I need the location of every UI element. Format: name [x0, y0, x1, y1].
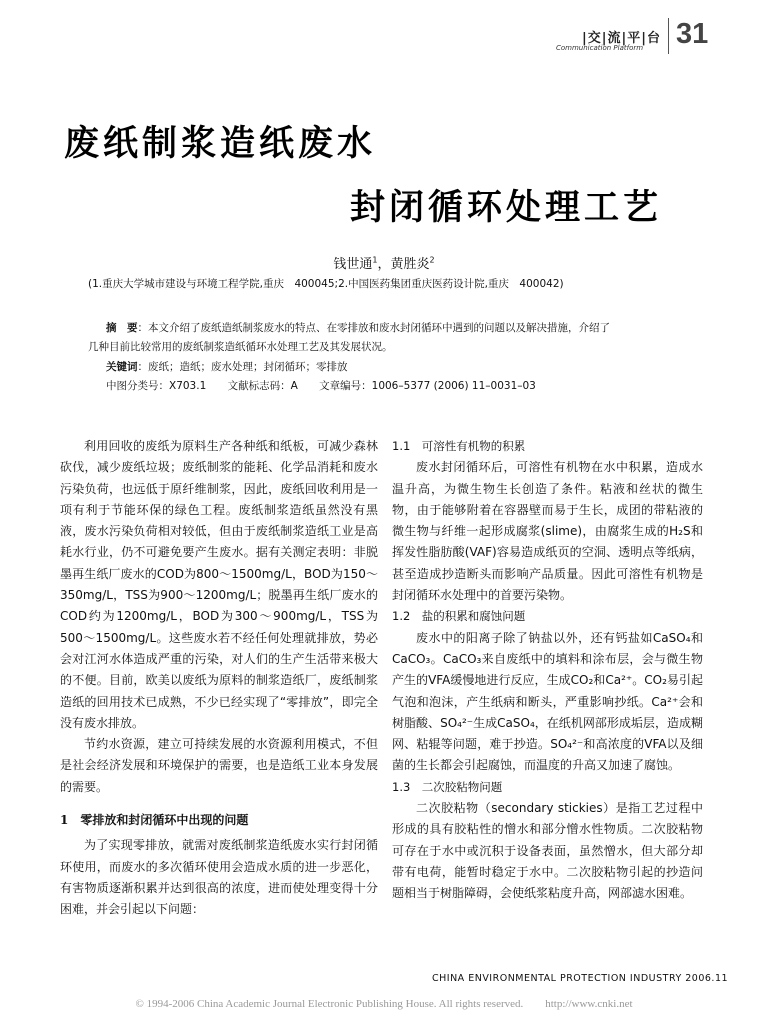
body-column-right — [392, 436, 703, 905]
page-number: 31 — [676, 18, 709, 50]
subsection-heading: 1.3 二次胶粘物问题 — [392, 779, 503, 794]
keywords-text: ：废纸；造纸；废水处理；封闭循环；零排放 — [137, 361, 348, 373]
keywords-label: 关键词 — [106, 361, 138, 373]
header-divider — [668, 18, 669, 54]
abstract-text: 几种目前比较常用的废纸制浆造纸循环水处理工艺及其发展状况。 — [88, 341, 393, 353]
class-number: 中图分类号：X703.1 — [106, 380, 207, 392]
article-number: 文章编号：1006–5377 (2006) 11–0031–03 — [319, 380, 536, 392]
author-affil-mark: 2 — [429, 255, 435, 265]
abstract-text: ：本文介绍了废纸造纸制浆废水的特点、在零排放和废水封闭循环中遇到的问题以及解决措施，介绍了 — [137, 322, 610, 334]
document-code: 文献标志码：A — [227, 380, 298, 392]
body-paragraph: 利用回收的废纸为原料生产各种纸和纸板，可减少森林砍伐，减少废纸垃圾；废纸制浆的能耗、化学品消耗和废水污染负荷，也远低于原纤维制浆，因此，废纸回收利用是一项有利于节能环保的绿色工程。废纸制浆造纸虽然没有黑液，废水污染负荷相对较低，但由于废纸制浆造纸工业是高耗水行业，仍不可避免要产生废水。据有关测定表明：非脱墨再生纸厂废水的COD为800～1500mg/L，BOD为150～350mg/L，TSS为900～1200mg/L；脱墨再生纸厂废水的COD约为1200mg/L，BOD为300～900mg/L，TSS为500～1500mg/L。这些废水若不经任何处理就排放，势必会对江河水体造成严重的污染，对人们的生产生活带来极大的不便。目前，欧美以废纸为原料的制浆造纸厂，废纸制浆造纸的回用技术已成熟，不少已经实现了“零排放”，即完全没有废水排放。 — [60, 439, 378, 730]
article-title-line2: 封闭循环处理工艺 — [350, 187, 663, 228]
copyright-notice: © 1994-2006 China Academic Journal Electronic Publishing House. All rights reserved. http://www.cnki.net — [135, 998, 633, 1010]
section-subtitle: Communication Platform — [556, 44, 644, 52]
author-affil-mark: 1 — [372, 255, 378, 265]
section-heading: 1 零排放和封闭循环中出现的问题 — [60, 813, 249, 828]
body-paragraph: 废水封闭循环后，可溶性有机物在水中积累，造成水温升高，为微生物生长创造了条件。粘液和丝状的微生物，由于能够附着在容器壁而易于生长，成团的带粘液的微生物与纤维一起形成腐浆(slime)，由腐浆生成的H₂S和挥发性脂肪酸(VAF)容易造成纸页的空洞、透明点等纸病，甚至造成抄造断头而影响产品质量。因此可溶性有机物是封闭循环水处理中的首要污染物。 — [392, 460, 703, 603]
body-paragraph: 二次胶粘物（secondary stickies）是指工艺过程中形成的具有胶粘性的憎水和部分憎水性物质。二次胶粘物可存在于水中或沉积于设备表面，虽然憎水，但大部分却带有电荷，能暂时稳定于水中。二次胶粘物引起的抄造问题相当于树脂障碍，会使纸浆粘度升高，网部滤水困难。 — [392, 801, 703, 901]
author-separator: ， — [377, 257, 391, 272]
article-title-line1: 废纸制浆造纸废水 — [64, 123, 377, 164]
body-paragraph: 节约水资源，建立可持续发展的水资源利用模式，不但是社会经济发展和环境保护的需要，也是造纸工业本身发展的需要。 — [60, 737, 378, 794]
author-name: 钱世通 — [333, 257, 373, 272]
section-label: |交|流|平|台 — [582, 31, 661, 46]
body-column-left — [60, 436, 378, 921]
author-name: 黄胜炎 — [390, 257, 430, 272]
abstract-label: 摘 要 — [106, 322, 138, 334]
body-paragraph: 为了实现零排放，就需对废纸制浆造纸废水实行封闭循环使用，而废水的多次循环使用会造成水质的进一步恶化，有害物质逐渐积累并达到很高的浓度，进而使处理变得十分困难，并会引起以下问题： — [60, 838, 378, 917]
abstract-line — [106, 320, 610, 335]
subsection-heading: 1.2 盐的积累和腐蚀问题 — [392, 609, 526, 624]
author-list — [0, 253, 768, 272]
affiliation: (1.重庆大学城市建设与环境工程学院,重庆 400045;2.中国医药集团重庆医药设计院,重庆 400042) — [88, 278, 564, 290]
keywords-line — [106, 359, 348, 374]
subsection-heading: 1.1 可溶性有机物的积累 — [392, 439, 526, 453]
classification-line — [106, 378, 554, 393]
body-paragraph: 废水中的阳离子除了钠盐以外，还有钙盐如CaSO₄和CaCO₃。CaCO₃来自废纸中的填料和涂布层，会与微生物产生的VFA缓慢地进行反应，生成CO₂和Ca²⁺。CO₂易引起气泡和泡沫，产生纸病和断头，严重影响抄纸。Ca²⁺会和树脂酸、SO₄²⁻生成CaSO₄，在纸机网部形成垢层，造成糊网、粘辊等问题，难于抄造。SO₄²⁻和高浓度的VFA以及细菌的生长都会引起腐蚀，而温度的升高又加速了腐蚀。 — [392, 630, 703, 773]
journal-footer: CHINA ENVIRONMENTAL PROTECTION INDUSTRY 2006.11 — [432, 973, 729, 984]
